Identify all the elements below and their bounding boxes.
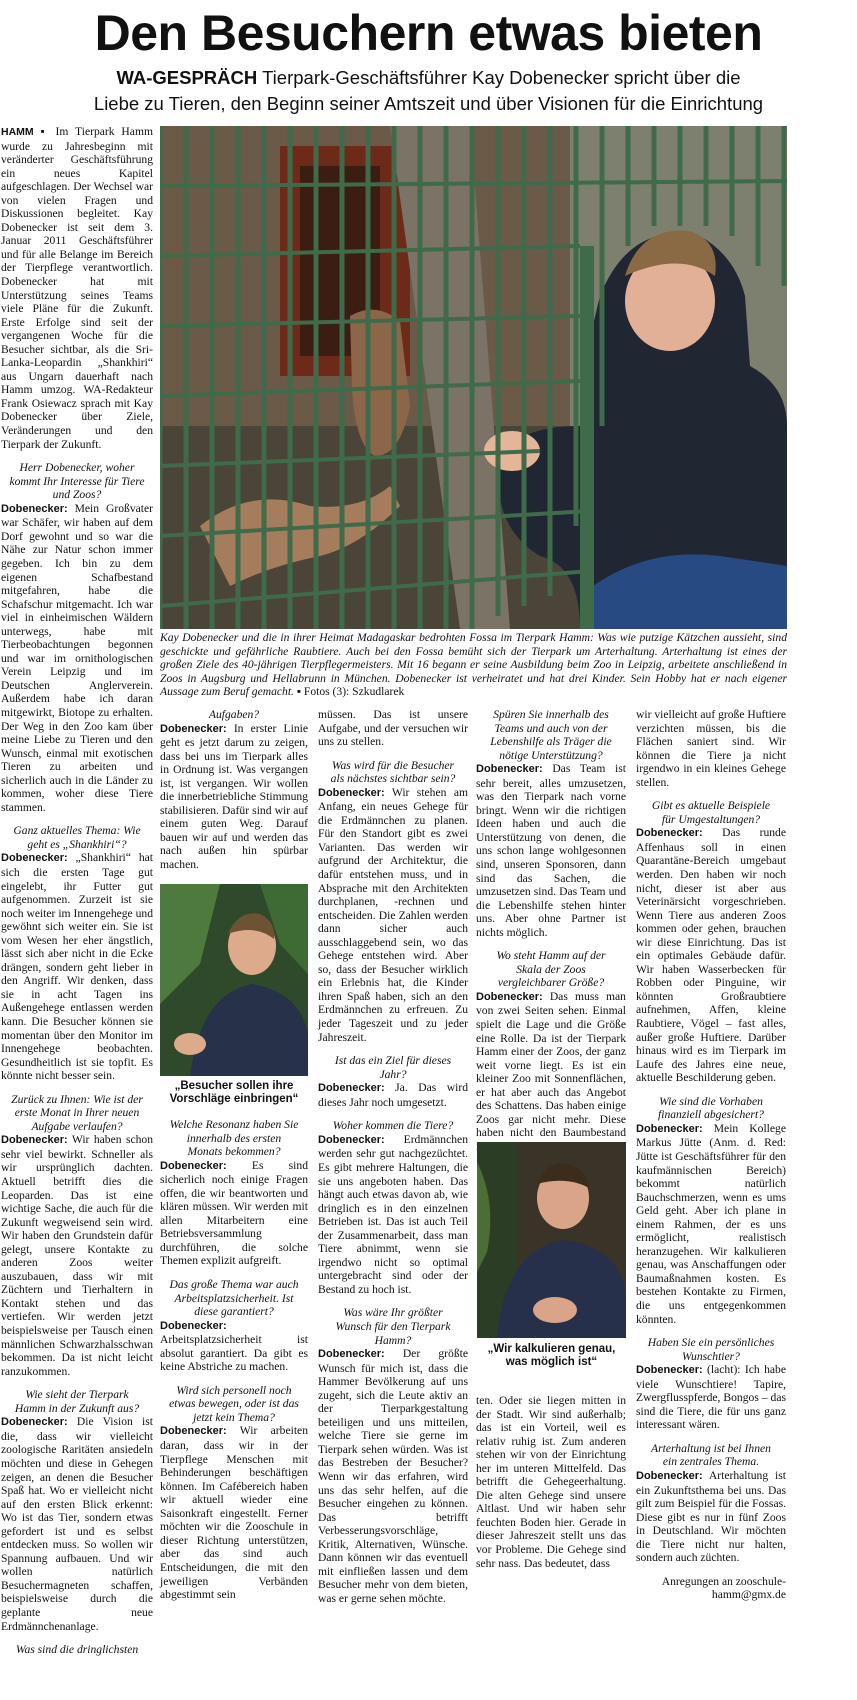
portrait-quote-left: „Besucher sollen ihre Vorschläge einbringen“ <box>169 1080 299 1105</box>
caption-text: Kay Dobenecker und die in ihrer Heimat Madagaskar bedrohten Fossa im Tierpark Hamm: Was wie putzige Kätzchen aussieht, sind geschickte und gefährliche Raubtiere. Auch bei den Fossa bemüht sich der Tierpark um Arterhaltung. Arterhaltung ist eines der großen Ziele des 40-jährigen Tierpflegermeisters. Mit 16 begann er seine Ausbildung beim Zoo in Leipzig, arbeitete anschließend in Zoos in Augsburg und Hellabrunn in München. Dobenecker ist verheiratet und hat drei Kinder. Sein Hobby hat er nach eigener Aussage zum Beruf gemacht. <box>160 631 787 699</box>
answer: Wir arbeiten daran, dass wir in der Tierpflege Menschen mit Behinderungen beschäftigen können. Im Cafébereich haben wir aktuell wieder eine Saisonkraft eingestellt. Ferner möchten wir die Zooschule in dieser Richtung unterstützen, aber das sind auch Entscheidungen, die mit den jeweiligen Verbänden abgestimmt sein <box>160 1424 308 1602</box>
question: Haben Sie ein persönliches Wunschtier? <box>647 1336 775 1363</box>
question: Wie sieht der Tierpark Hamm in der Zukunft aus? <box>14 1388 140 1415</box>
speaker-label: Dobenecker: <box>476 763 543 776</box>
subline-text-1: Tierpark-Geschäftsführer Kay Dobenecker spricht über die <box>262 67 741 88</box>
answer-continued: wir vielleicht auf große Huftiere verzichten müssen, bis die Flächen saniert sind. Wir können die Tiere ja nicht irgendwo in ein kleines Gehege stellen. <box>636 708 787 789</box>
answer-continued: müssen. Das ist unsere Aufgabe, und der versuchen wir uns zu stellen. <box>318 708 468 749</box>
question: Aufgaben? <box>208 708 260 721</box>
speaker-label: Dobenecker: <box>318 786 385 799</box>
question: Zurück zu Ihnen: Wie ist der erste Monat in Ihrer neuen Aufgabe verlaufen? <box>11 1092 143 1133</box>
answer: Das Team ist sehr bereit, alles umzusetzen, was den Tierpark nach vorne bringt. Wenn wir die richtigen Ideen haben und auch die Unterstützung von denen, die uns schon lange wohlgesonnen sind, unseren Sponsoren, dann sind das Sachen, die umzusetzen sind. Das Team und die Lebenshilfe stehen hinter uns. Aber ohne Partner ist nichts möglich. <box>476 762 626 939</box>
contact-footer: Anregungen an zooschule-hamm@gmx.de <box>661 1574 786 1602</box>
question: Was wird für die Besucher als nächstes sichtbar sein? <box>330 758 456 786</box>
answer: Mein Großvater war Schäfer, wir haben auf dem Dorf gewohnt und so war die Nähe zur Natur schon immer gegeben. Ich bin zu dem eigenen Schafbestand mitgefahren, habe die Schafschur mitgemacht. Ich war viel in einheimischen Wäldern unterwegs, habe mit Tierbeobachtungen begonnen und war im ornithologischen Verein Leipzig und im Deutschen Anglerverein. Außerdem habe ich daran mitgewirkt, Biotope zu erhalten. Der Weg in den Zoo kam über meine Liebe zu Tieren und den Wunsch, einmal mit exotischen Tieren zu arbeiten und sicherlich auch in die Länder zu kommen, woher diese Tiere stammen. <box>1 501 153 814</box>
speaker-label: Dobenecker: <box>1 1416 68 1429</box>
answer: Es sind sicherlich noch einige Fragen offen, die wir beantworten und klären müssen. Wir werden mit allen Mitarbeitern eine Betriebsversammlung durchführen, die solche Themen explizit aufgreift. <box>160 1158 308 1268</box>
portrait-photo-left <box>160 884 308 1076</box>
question: Wie sind die Vorhaben finanziell abgesichert? <box>658 1094 764 1122</box>
photo-credit: ▪ Fotos (3): Szkudlarek <box>296 685 405 699</box>
speaker-label: Dobenecker: <box>636 1122 703 1135</box>
answer: Die Vision ist die, dass wir vielleicht zoologische Raritäten ansiedeln möchten und diese in Gehegen zeigen, an denen die Besucher Spaß hat. Wo er vielleicht nicht auf den ersten Blick erkennt: Wo ist das Tier, sondern etwas gefordert ist und es selbst entdecken muss. So wollen wir Spannung aufbauen. Und wir wollen natürlich Besuchermagneten schaffen, beispielsweise durch die geplante neue Erdmännchenanlage. <box>1 1415 153 1633</box>
speaker-label: Dobenecker: <box>160 1319 227 1332</box>
question: Das große Thema war auch Arbeitsplatzsicherheit. Ist diese garantiert? <box>169 1278 299 1319</box>
answer: Erdmännchen werden sehr gut nachgezüchtet. Es gibt mehrere Haltungen, die sie uns angeboten haben. Das hängt auch etwas davon ab, wie dringlich es in den einzelnen Betrieben ist. Das ist auch Teil der Zusammenarbeit, dass man Tiere abnimmt, wenn sie irgendwo nicht so optimal untergebracht sind oder der Bestand zu hoch ist. <box>318 1132 468 1296</box>
speaker-label: Dobenecker: <box>1 852 68 865</box>
question: Wird sich personell noch etwas bewegen, oder ist das jetzt kein Thema? <box>169 1383 299 1424</box>
answer-continued: ten. Oder sie liegen mitten in der Stadt. Wir sind außerhalb; das ist ein Vorteil, weil es relativ ruhig ist. Zum anderen stehen wir von der Einrichtung her im unteren Mittelfeld. Das betrifft die Gehegeerhaltung. Die alten Gehege sind unsere Altlast. Und wir haben sehr feuchten Boden hier. Gerade in dieser Jahreszeit stellt uns das vor Probleme. Die Gehege sind sehr nass. Das bedeutet, dass <box>476 1394 626 1570</box>
speaker-label: Dobenecker: <box>636 827 703 840</box>
question: Gibt es aktuelle Beispiele für Umgestaltungen? <box>651 799 771 826</box>
speaker-label: Dobenecker: <box>318 1133 385 1146</box>
portrait-photo-right <box>477 1142 626 1338</box>
kicker: WA-GESPRÄCH <box>116 67 258 88</box>
column-2-lower <box>160 1118 308 1602</box>
speaker-label: Dobenecker: <box>636 1469 703 1482</box>
answer: Arbeitsplatzsicherheit ist absolut garantiert. Da gibt es keine Abstriche zu machen. <box>160 1333 308 1374</box>
question: Welche Resonanz haben Sie innerhalb des ersten Monats bekommen? <box>169 1118 299 1159</box>
answer: (lacht): Ich habe viele Wunschtiere! Tapire, Zwergflusspferde, Bongos – das sind die Tiere, die für uns ganz interessant wären. <box>636 1363 786 1432</box>
speaker-label: Dobenecker: <box>318 1082 385 1095</box>
answer: Ja. Das wird dieses Jahr noch umgesetzt. <box>318 1081 468 1109</box>
subline <box>0 66 857 90</box>
speaker-label: Dobenecker: <box>636 1364 703 1377</box>
fossa-keeper-photo <box>160 126 787 629</box>
question: Woher kommen die Tiere? <box>332 1119 454 1133</box>
speaker-label: Dobenecker: <box>318 1348 385 1361</box>
answer: Wir stehen am Anfang, ein neues Gehege für die Erdmännchen zu planen. Für den Standort gibt es zwei Varianten. Das werden wir aufgrund der Architektur, die dafür entstehen muss, und in Absprache mit den Architekten durchplanen, -rechnen und entscheiden. Die Zahlen werden dann sicher auch ausschlaggebend sein, wo das Gehege entstehen wird. Aber so, dass der Besucher wirklich ein Erlebnis hat, die Kinder ihren Spaß haben, sich an den Erdmännchen zu erfreuen. Zu jeder Tageszeit und zu jeder Jahreszeit. <box>318 785 468 1044</box>
question: Was wäre Ihr größter Wunsch für den Tierpark Hamm? <box>335 1306 451 1347</box>
column-4 <box>476 708 626 1154</box>
question: Ist das ein Ziel für dieses Jahr? <box>334 1054 452 1081</box>
answer: Mein Kollege Markus Jütte (Anm. d. Red: Jütte ist Geschäftsführer für den kaufmännischen Bereich) bekommt natürlich Bauchschmerzen, wenn es ums Geld geht. Aber ich plane in einem Rahmen, der es uns ermöglicht, realistisch heranzugehen. Wir kalkulieren genau, was Anschaffungen oder Baumaßnahmen kosten. Es bestehen Kontakte zu Firmen, die uns entgegenkommen könnten. <box>636 1121 786 1326</box>
answer: Das muss man von zwei Seiten sehen. Einmal spielt die Lage und die Größe eine Rolle. Da ist der Tierpark Hamm einer der Zoos, der ganz weit vorne liegt. Es ist ein kleiner Zoo mit Sonnenflächen, er hat aber auch das Angebot des Schattens. Das haben einige Zoos gar nicht mehr. Diese haben nicht den Baumbestand <box>476 989 626 1140</box>
speaker-label: Dobenecker: <box>160 722 227 735</box>
main-photo <box>160 126 787 629</box>
dobenecker-portrait <box>160 884 308 1076</box>
speaker-label: Dobenecker: <box>160 1159 227 1172</box>
answer: Wir haben schon sehr viel bewirkt. Schneller als wir ursprünglich dachten. Aktuell betrifft dies die Leoparden. Das ist eine wichtige Sache, die auch für die Zukunft wegweisend sein wird. Wir haben den Grundstein dafür gelegt, unsere Kontakte zu anderen Zoos weiter auszubauen, dass wir mit Züchtern und Tierhaltern in Kontakt stehen und das vertiefen. Wir werden jetzt beispielsweise per Tausch einen männlichen Schwarzhalsschwan bekommen. Da ist nicht leicht ranzukommen. <box>1 1133 153 1378</box>
column-5 <box>636 708 786 1602</box>
answer: In erster Linie geht es jetzt darum zu zeigen, dass bei uns im Tierpark alles in Ordnung ist. Was vergangen ist, ist vergangen. Wir wollen die innerbetriebliche Stimmung stabilisieren. Dafür sind wir auf einem guten Weg. Darauf bauen wir auf und werden das nach außen hin spürbar machen. <box>160 721 309 872</box>
question: Herr Dobenecker, woher kommt Ihr Interesse für Tiere und Zoos? <box>9 461 145 502</box>
answer: Das runde Affenhaus soll in einen Quarantäne-Bereich umgebaut werden. Den haben wir noch nicht, dieser ist aber aus Veterinärsicht vorgeschrieben. Wenn Tiere aus anderen Zoos kommen oder gehen, brauchen wir diese Einrichtung. Das ist ein optimales Gebäude dafür. Wir haben Wasserbecken für Robben oder Pinguine, wir könnten Großraubtiere aufnehmen, Affen, kleine Raubtiere, Vögel – fast alles, außer große Huftiere. Darüber hinaus wird es im Tierpark im Laufe des Jahres eine neue, aktuelle Beschilderung geben. <box>636 826 786 1085</box>
dobenecker-portrait-2 <box>477 1142 626 1338</box>
answer: Der größte Wunsch für mich ist, dass die Hammer Bevölkerung auf uns zugeht, sich die Leute aktiv an der Tierparkgestaltung beteiligen und uns mitteilen, welche Tiere sie gerne im Tierpark sehen würden. Was ist das Bestreben der Besucher? Wenn wir das erfahren, wird uns das sehr helfen, auf die Besucher eingehen zu können. Das betrifft Verbesserungsvorschläge, Kritik, Alternativen, Wünsche. Dann können wir das eventuell mit einfließen lassen und dem Besucher mehr von dem bieten, was er gerne sehen möchte. <box>318 1347 468 1605</box>
intro-text: Im Tierpark Hamm wurde zu Jahresbeginn mit veränderter Geschäftsführung ein neues Kapitel aufgeschlagen. Der Wechsel war von vielen Fragen und Diskussionen begleitet. Kay Dobenecker ist seit dem 3. Januar 2011 Geschäftsführer und für alle Belange im Bereich der Tierpflege verantwortlich. Dobenecker hat mit Unterstützung seines Teams viele Pläne für die Zukunft. Erste Erfolge sind seit der vergangenen Woche für die Besucher sichtbar, als die Sri-Lanka-Leopardin „Shankhiri“ aus Ungarn dauerhaft nach Hamm umzog. WA-Redakteur Frank Osiewacz sprach mit Kay Dobenecker über Ziele, Veränderungen und den Tierpark der Zukunft. <box>1 125 153 451</box>
column-3 <box>318 708 468 1605</box>
answer: Arterhaltung ist ein Zukunftsthema bei uns. Das gilt zum Beispiel für die Fossas. Diese gibt es nur in fünf Zoos in Deutschland. Wir möchten die Tiere nicht nur halten, sondern auch züchten. <box>636 1468 786 1565</box>
question: Wo steht Hamm auf der Skala der Zoos vergleichbarer Größe? <box>496 949 606 990</box>
question: Ganz aktuelles Thema: Wie geht es „Shankhiri“? <box>13 824 141 851</box>
portrait-quote-right: „Wir kalkulieren genau, was möglich ist“ <box>487 1343 616 1368</box>
column-4-lower <box>476 1394 626 1570</box>
photo-caption <box>160 631 787 699</box>
speaker-label: Dobenecker: <box>1 502 68 515</box>
speaker-label: Dobenecker: <box>1 1134 68 1147</box>
headline: Den Besuchern etwas bieten <box>94 5 763 61</box>
speaker-label: Dobenecker: <box>160 1425 227 1438</box>
question: Was sind die dringlichsten <box>15 1643 139 1657</box>
column-2 <box>160 708 308 872</box>
question: Spüren Sie innerhalb des Teams und auch von der Lebenshilfe als Träger die nötige Unterstützung? <box>490 708 612 762</box>
speaker-label: Dobenecker: <box>476 990 543 1003</box>
question: Arterhaltung ist bei Ihnen ein zentrales Thema. <box>651 1441 771 1469</box>
dateline: HAMM <box>1 126 34 138</box>
answer: „Shankhiri“ hat sich die ersten Tage gut eingelebt, ihr Futter gut aufgenommen. Zurzeit ist sie noch weiter im Innengehege und gewöhnt sich weiter ein. Sie ist vom Wesen her eher ängstlich, lässt sich aber nicht in die Ecke drängen, sondern geht lieber in den Angriff. Wir denken, dass sie in acht Tagen ins Außengehege entlassen werden kann. Die Besucher können sie momentan über den Monitor im Innengehege beobachten. Gesundheitlich ist sie topfit. Es könnte nicht besser sein. <box>1 851 153 1083</box>
column-1: HAMM ▪ Im Tierpark Hamm wurde zu Jahresbeginn mit veränderter Geschäftsführung ein neues Kapitel aufgeschlagen. Der Wechsel war von vielen Fragen und Diskussionen begleitet. Kay Dobenecker ist seit dem 3. Januar 2011 Geschäftsführer und für alle Belange im Bereich der Tierpflege verantwortlich. Dobenecker hat mit Unterstützung seines Teams viele Pläne für die Zukunft. Erste Erfolge sind seit der vergangenen Woche für die Besucher sichtbar, als die Sri-Lanka-Leopardin „Shankhiri“ aus Ungarn dauerhaft nach Hamm umzog. WA-Redakteur Frank Osiewacz sprach mit Kay Dobenecker über Ziele, Veränderungen und den Tierpark der Zukunft. Herr Dobenecker, woher kommt Ihr Interesse für Tiere und Zoos? Dobenecker: Mein Großvater war Schäfer, wir haben auf dem Dorf gewohnt und so war die Nähe zur Natur schon immer gegeben. Ich bin zu dem eigenen Schafbestand mitgefahren, habe die Schafschur mitgemacht. Ich war viel in einheimischen Wäldern unterwegs, habe mit Tierbeobachtungen begonnen und war im ornithologischen Verein Leipzig und im Deutschen Anglerverein. Außerdem habe ich daran mitgewirkt, Biotope zu erhalten. Der Weg in den Zoo kam über meine Liebe zu Tieren und den Wunsch, einmal mit exotischen Tieren zu arbeiten und sicherlich auch in die Länder zu kommen, woher diese Tiere stammen. Ganz aktuelles Thema: Wie geht es „Shankhiri“? Dobenecker: „Shankhiri“ hat sich die ersten Tage gut eingelebt, ihr Futter gut aufgenommen. Zurzeit ist sie noch weiter im Innengehege und gewöhnt sich weiter ein. Sie ist vom Wesen her eher ängstlich, lässt sich aber nicht in die Ecke drängen, sondern geht lieber in den Angriff. Wir denken, dass sie in acht Tagen ins Außengehege entlassen werden kann. Die Besucher können sie momentan über den Monitor im Innengehege beobachten. Gesundheitlich ist sie topfit. Es könnte nicht besser sein. Zurück zu Ihnen: Wie ist der erste Monat in Ihrer neuen Aufgabe verlaufen? Dobenecker: Wir haben schon sehr viel bewirkt. Schneller als wir ursprünglich dachten. Aktuell betrifft dies die Leoparden. Das ist eine wichtige Sache, die auch für die Zukunft wegweisend sein wird. Wir haben den Grundstein dafür gelegt, unsere Kontakte zu anderen Zoos weiter auszubauen, dass wir mit Züchtern und Tierhaltern in Kontakt stehen und das vertiefen. Wir werden jetzt beispielsweise per Tausch einen männlichen Schwarzhalsschwan bekommen. Da ist nicht leicht ranzukommen. Wie sieht der Tierpark Hamm in der Zukunft aus? Dobenecker: Die Vision ist die, dass wir vielleicht zoologische Raritäten ansiedeln möchten und diese in Gehegen zeigen, an denen die Besucher Spaß hat. Wo er vielleicht nicht auf den ersten Blick erkennt: Wo ist das Tier, sondern etwas gefordert ist und es selbst entdecken muss. So wollen wir Spannung aufbauen. Und wir wollen natürlich Besuchermagneten schaffen, beispielsweise durch die geplante neue Erdmännchenanlage. Was sind die dringlichsten <box>1 125 153 1657</box>
subline-line-2: Liebe zu Tieren, den Beginn seiner Amtszeit und über Visionen für die Einrichtung <box>93 93 764 114</box>
